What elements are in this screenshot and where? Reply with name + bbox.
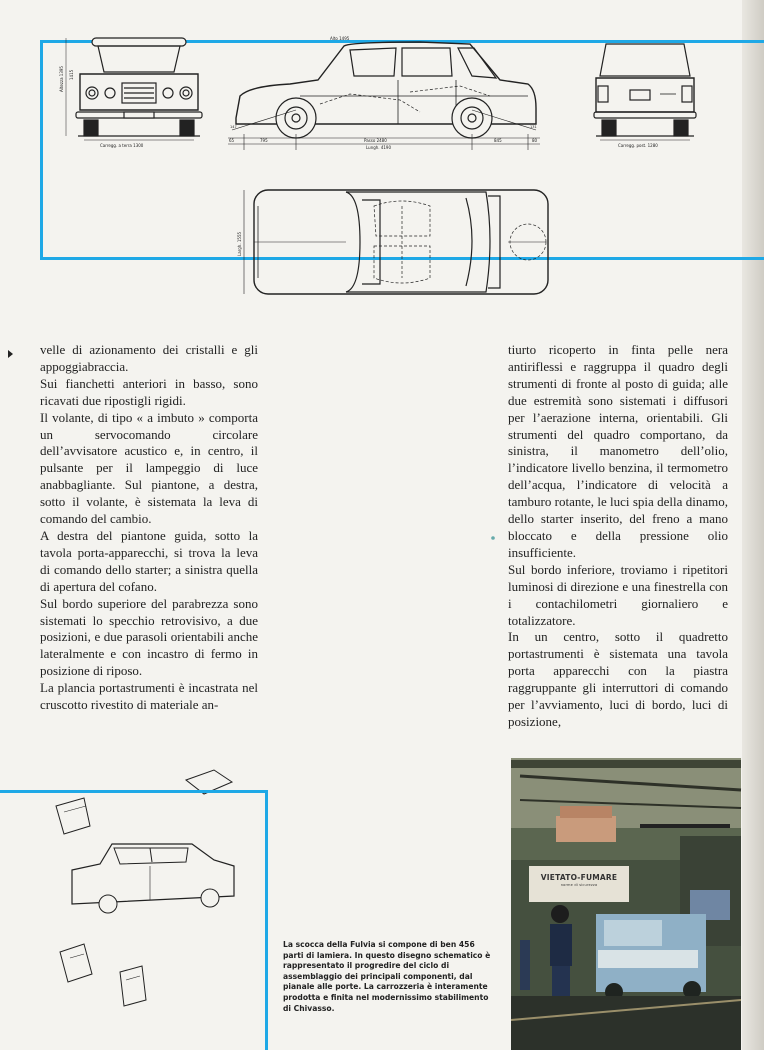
margin-arrow-icon <box>8 350 13 358</box>
right-paragraph-1: tiurto ricoperto in finta pelle nera antiriflessi e raggruppa il quadro degli strumenti di fronte al posto di guida; alle due estremità sono sistemati i diffusori per l’aerazione interna, orientabili. Gli strumenti del quadro comportano, da sinistra, il manometro dell’olio, l’indicatore livello benzina, il termometro dell’acqua, l’indicatore di velocità a tamburo rotante, le luci spia della dinamo, dello starter inserito, del freno a mano bloccato e della pressione olio insufficiente. <box>508 342 728 560</box>
sign-subtext: norme di sicurezza <box>560 883 598 887</box>
length-label: Lungh. 4190 <box>366 145 392 150</box>
photo-caption: La scocca della Fulvia si compone di ben 456 parti di lamiera. In questo disegno schematico è rappresentato il progredire del ciclo di assemblaggio dei principali componenti, dal pianale alle porte. La carrozzeria è interamente prodotta e finita nel modernissimo stabilimento di Chivasso. <box>283 940 491 1013</box>
factory-photo-frame <box>511 758 741 1050</box>
front-view-drawing <box>66 38 202 140</box>
sign-text: VIETATO-FUMARE <box>540 873 618 882</box>
top-view-drawing <box>244 190 548 294</box>
side-top-total: Alto 1495 <box>330 36 350 41</box>
left-paragraph-2: Sui fianchetti anteriori in basso, sono ricavati due ripostigli rigidi. <box>40 375 258 408</box>
side-rear-overhang: 80 <box>532 138 538 143</box>
left-paragraph-4: A destra del piantone guida, sotto la tavola porta-apparecchi, si trova la leva di comando dello starter; a sinistra quella di apertura del cofano. <box>40 527 258 594</box>
left-paragraph-1: velle di azionamento dei cristalli e gli appoggiabraccia. <box>40 342 258 374</box>
rear-view-drawing <box>594 44 696 140</box>
top-width-label: Largh. 1555 <box>237 231 242 256</box>
side-front-overhang: 65 <box>229 138 235 143</box>
left-paragraph-5: Sul bordo superiore del parabrezza sono sistemati lo specchio retrovisivo, a due posizioni, e due parasoli orientabili anche lateralmente e con incastro di fermo in posizione di riposo. <box>40 595 258 679</box>
left-paragraph-3: Il volante, di tipo « a imbuto » comporta un servocomando circolare dell’avvisatore acustico e, in centro, il pulsante per il lampeggio di luce anabbagliante. Sul piantone, a destra, sotto il volante, è sistemata la leva di comando del cambio. <box>40 409 258 527</box>
front-height-label: Altezza 1395 <box>59 66 64 92</box>
right-paragraph-3: In un centro, sotto il quadretto portastrumenti è sistemata una tavola porta apparecchi con la piastra raggruppante gli interruttori di comando per l’avviamento, luci di bordo, luci di posizione, <box>508 629 728 729</box>
ink-dot <box>491 536 495 540</box>
side-rear-seg: 845 <box>494 138 502 143</box>
side-front-seg: 795 <box>260 138 268 143</box>
right-paragraph-2: Sul bordo inferiore, troviamo i ripetitori luminosi di direzione e una finestrella con i contachilometri giornaliero e totalizzatore. <box>508 561 728 628</box>
side-right-small: 131 <box>530 125 537 129</box>
text-column-left <box>40 342 258 714</box>
side-left-small: 147 <box>230 125 237 129</box>
no-smoking-sign <box>529 866 629 902</box>
side-view-drawing <box>228 42 540 150</box>
exploded-diagram-frame <box>0 790 268 1050</box>
left-paragraph-6: La plancia portastrumenti è incastrata nel cruscotto rivestito di materiale an- <box>40 680 258 713</box>
rear-width-label: Carregg. post. 1280 <box>618 143 658 148</box>
wheelbase-label: Passo 2480 <box>364 138 387 143</box>
front-height-right-label: 1415 <box>69 69 74 80</box>
front-width-label: Carregg. a terra 1300 <box>100 143 144 148</box>
text-column-right <box>508 342 728 731</box>
